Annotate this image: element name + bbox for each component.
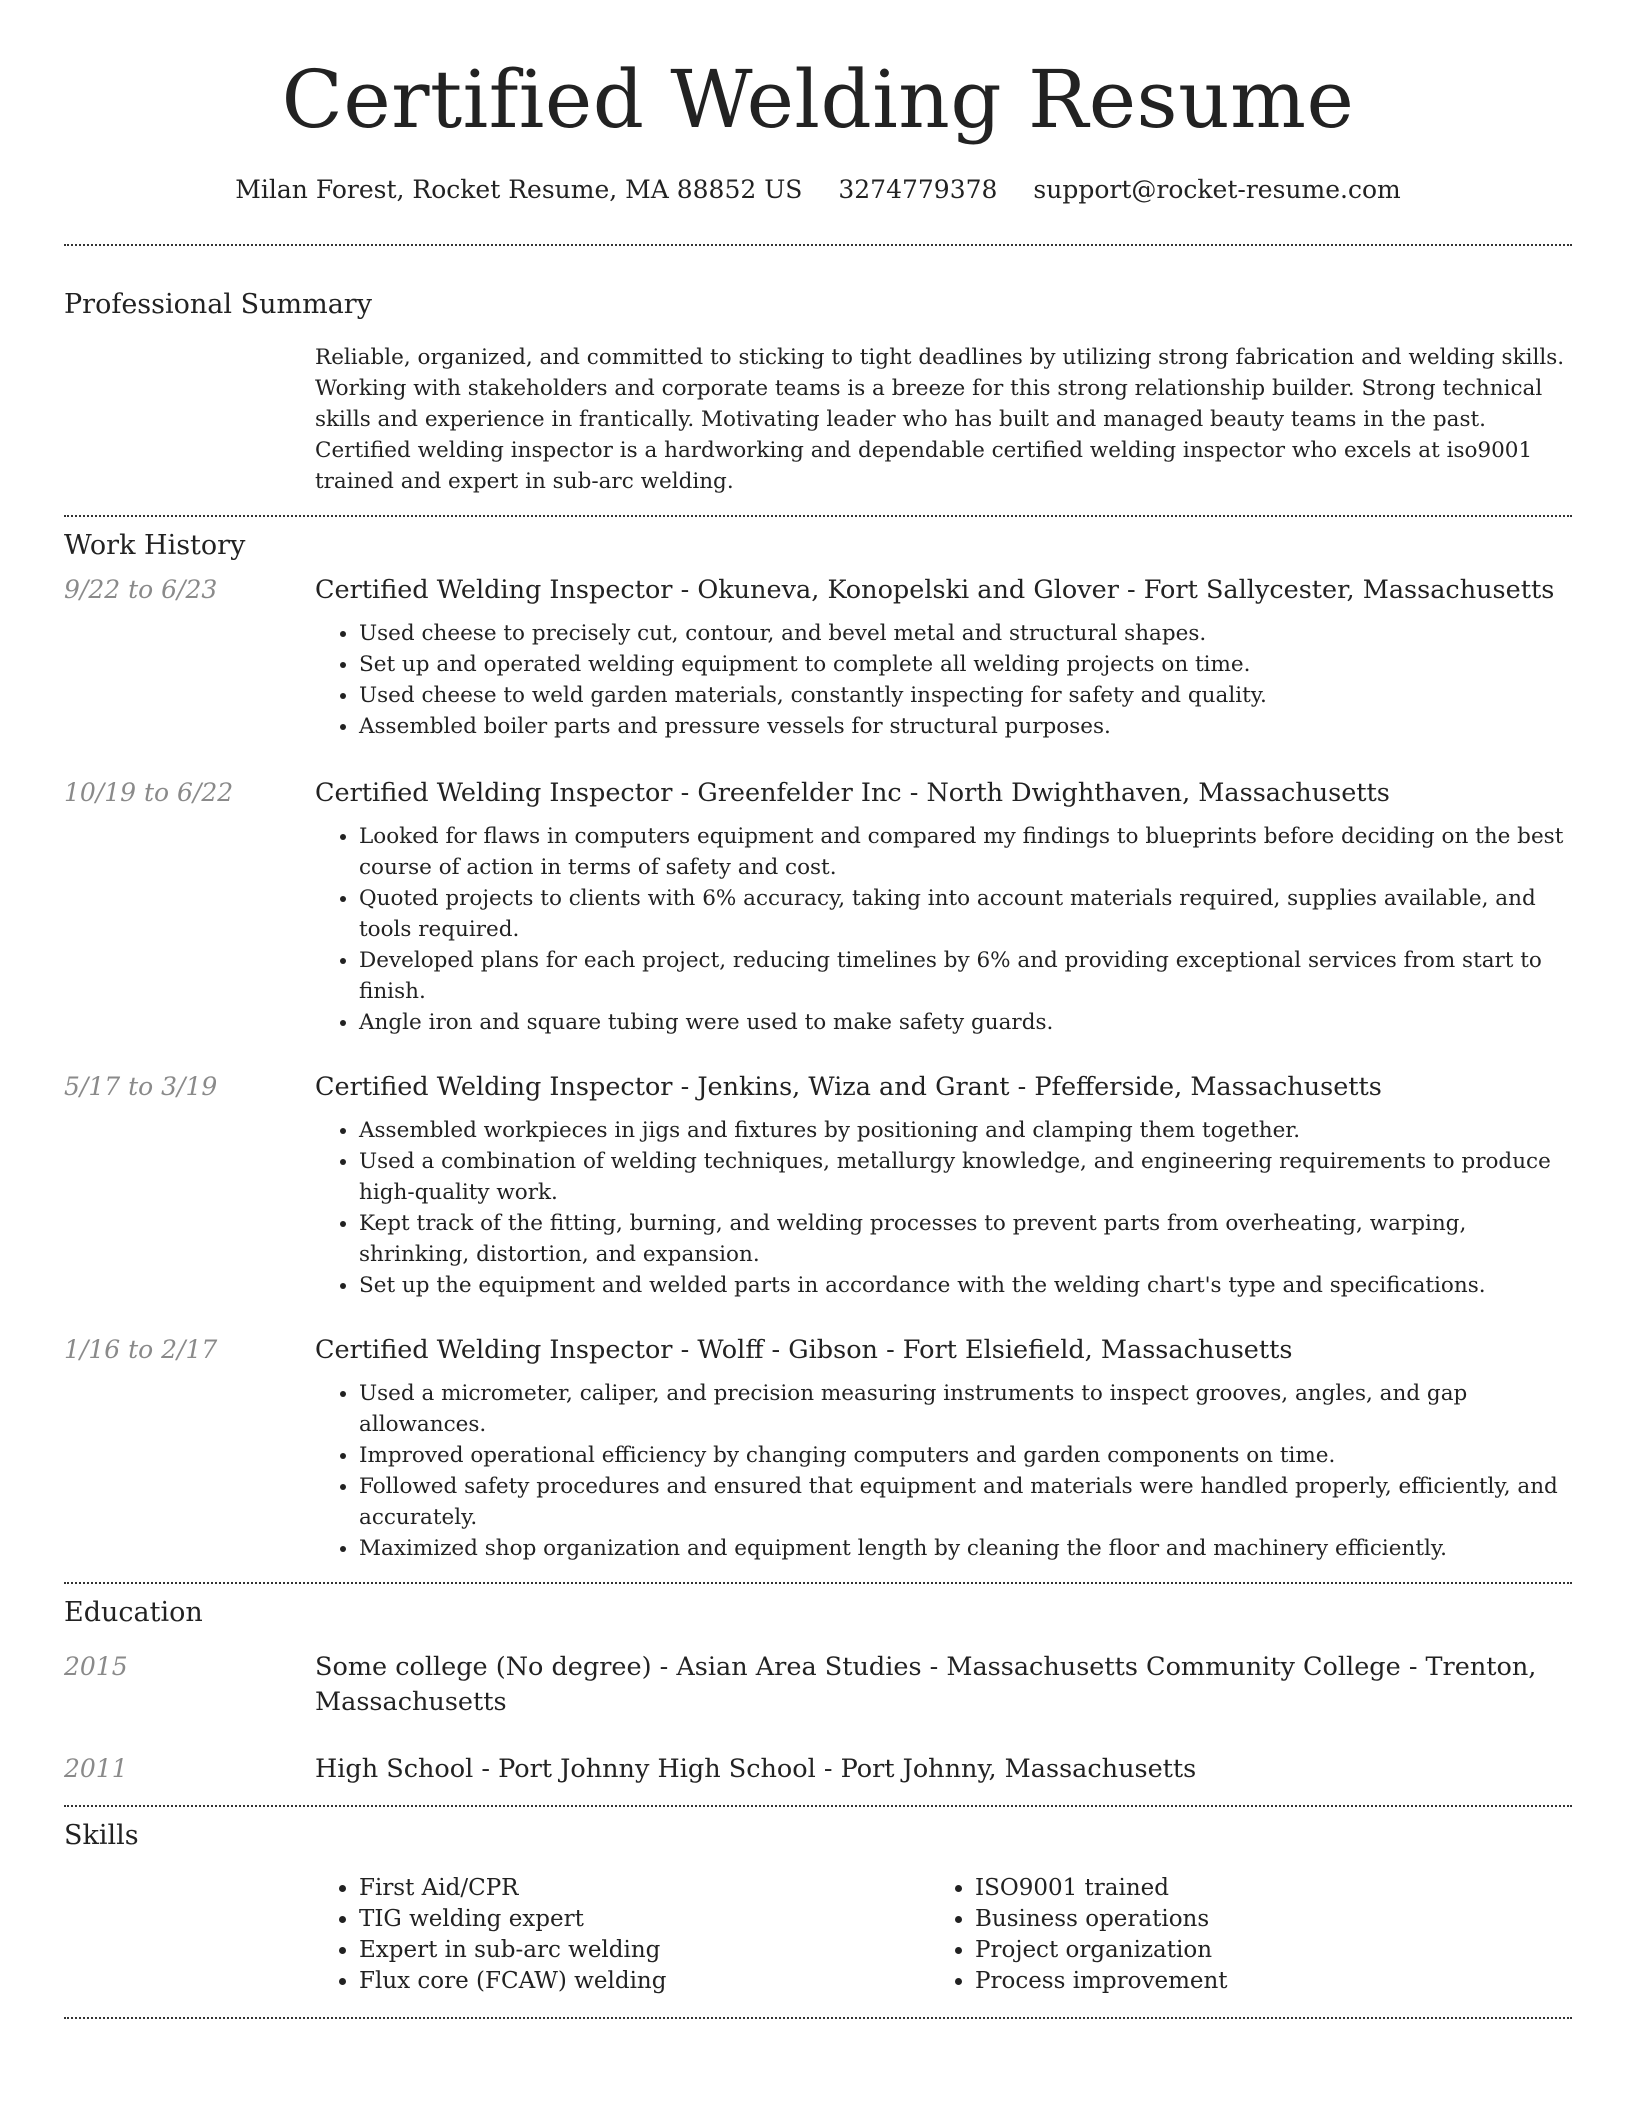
education-entry: [64, 1650, 1572, 1720]
list-item: • Assembled workpieces in jigs and fixtures by positioning and clamping them together.: [359, 1115, 1572, 1146]
list-item: • Expert in sub-arc welding: [359, 1935, 931, 1966]
list-item: • Used cheese to precisely cut, contour, and bevel metal and structural shapes.: [359, 618, 1572, 649]
skills-divider: [64, 2017, 1572, 2019]
skills-list-right: [931, 1873, 1547, 1997]
list-item: • Assembled boiler parts and pressure vessels for structural purposes.: [359, 711, 1572, 742]
education-date: 2015: [64, 1652, 128, 1681]
list-item: • Set up and operated welding equipment to complete all welding projects on time.: [359, 649, 1572, 680]
job-heading: Certified Welding Inspector - Greenfelder Inc - North Dwighthaven, Massachusetts: [315, 778, 1390, 808]
work-heading: Work History: [64, 530, 246, 561]
summary-heading: Professional Summary: [64, 289, 372, 320]
list-item: • Set up the equipment and welded parts in accordance with the welding chart's type and specifications.: [359, 1270, 1572, 1301]
education-heading: Education: [64, 1597, 203, 1628]
job-date: 10/19 to 6/22: [64, 778, 234, 807]
job-date: 9/22 to 6/23: [64, 575, 218, 604]
job-heading: Certified Welding Inspector - Wolff - Gibson - Fort Elsiefield, Massachusetts: [315, 1335, 1293, 1365]
list-item: • Business operations: [975, 1904, 1547, 1935]
list-item: • Angle iron and square tubing were used to make safety guards.: [359, 1007, 1572, 1038]
job-bullets: [315, 1115, 1572, 1301]
list-item: • Used cheese to weld garden materials, constantly inspecting for safety and quality.: [359, 680, 1572, 711]
job-heading: Certified Welding Inspector - Okuneva, Konopelski and Glover - Fort Sallycester, Massachusetts: [315, 575, 1555, 605]
list-item: • ISO9001 trained: [975, 1873, 1547, 1904]
summary-section: [64, 246, 1572, 497]
list-item: • Developed plans for each project, reducing timelines by 6% and providing exceptional services from start to finish.: [359, 945, 1572, 1007]
contact-phone: 3274779378: [838, 175, 998, 204]
job-bullets: [315, 618, 1572, 742]
job-entry: [64, 1333, 1572, 1564]
education-section: [64, 1584, 1572, 1787]
skills-columns: [315, 1873, 1572, 1997]
job-bullets: [315, 1378, 1572, 1564]
contact-line: [64, 174, 1572, 206]
job-date: 5/17 to 3/19: [64, 1072, 218, 1101]
list-item: • Quoted projects to clients with 6% accuracy, taking into account materials required, supplies available, and tools required.: [359, 883, 1572, 945]
job-bullets: [315, 821, 1572, 1038]
contact-address: Milan Forest, Rocket Resume, MA 88852 US: [235, 175, 803, 204]
job-entry: [64, 1070, 1572, 1301]
list-item: • Looked for flaws in computers equipment and compared my findings to blueprints before deciding on the best course of action in terms of safety and cost.: [359, 821, 1572, 883]
skills-heading: Skills: [64, 1820, 139, 1851]
education-heading-line: Some college (No degree) - Asian Area Studies - Massachusetts Community College - Trenton, Massachusetts: [315, 1652, 1537, 1717]
job-heading: Certified Welding Inspector - Jenkins, Wiza and Grant - Pfefferside, Massachusetts: [315, 1072, 1382, 1102]
contact-email: support@rocket-resume.com: [1033, 175, 1401, 204]
list-item: • First Aid/CPR: [359, 1873, 931, 1904]
job-entry: [64, 776, 1572, 1038]
page-title: Certified Welding Resume: [281, 53, 1355, 146]
education-date: 2011: [64, 1754, 128, 1783]
list-item: • Followed safety procedures and ensured that equipment and materials were handled properly, efficiently, and accurately.: [359, 1471, 1572, 1533]
list-item: • Maximized shop organization and equipment length by cleaning the floor and machinery efficiently.: [359, 1533, 1572, 1564]
education-heading-line: High School - Port Johnny High School - Port Johnny, Massachusetts: [315, 1754, 1197, 1784]
list-item: • Improved operational efficiency by changing computers and garden components on time.: [359, 1440, 1572, 1471]
job-entry: [64, 573, 1572, 742]
work-section: [64, 517, 1572, 1564]
skills-list-left: [315, 1873, 931, 1997]
list-item: • Project organization: [975, 1935, 1547, 1966]
list-item: • Process improvement: [975, 1966, 1547, 1997]
resume-page: [64, 0, 1572, 2019]
job-date: 1/16 to 2/17: [64, 1335, 218, 1364]
list-item: • Used a combination of welding techniques, metallurgy knowledge, and engineering requirements to produce high-quality work.: [359, 1146, 1572, 1208]
list-item: • TIG welding expert: [359, 1904, 931, 1935]
list-item: • Used a micrometer, caliper, and precision measuring instruments to inspect grooves, angles, and gap allowances.: [359, 1378, 1572, 1440]
list-item: • Flux core (FCAW) welding: [359, 1966, 931, 1997]
skills-section: [64, 1807, 1572, 1997]
summary-text: Reliable, organized, and committed to sticking to tight deadlines by utilizing strong fabrication and welding skills. Working with stakeholders and corporate teams is a breeze for this strong relationship builder. Strong technical skills and experience in frantically. Motivating leader who has built and managed beauty teams in the past. Certified welding inspector is a hardworking and dependable certified welding inspector who excels at iso9001 trained and expert in sub-arc welding.: [315, 345, 1565, 494]
education-entry: [64, 1752, 1572, 1787]
list-item: • Kept track of the fitting, burning, and welding processes to prevent parts from overheating, warping, shrinking, distortion, and expansion.: [359, 1208, 1572, 1270]
